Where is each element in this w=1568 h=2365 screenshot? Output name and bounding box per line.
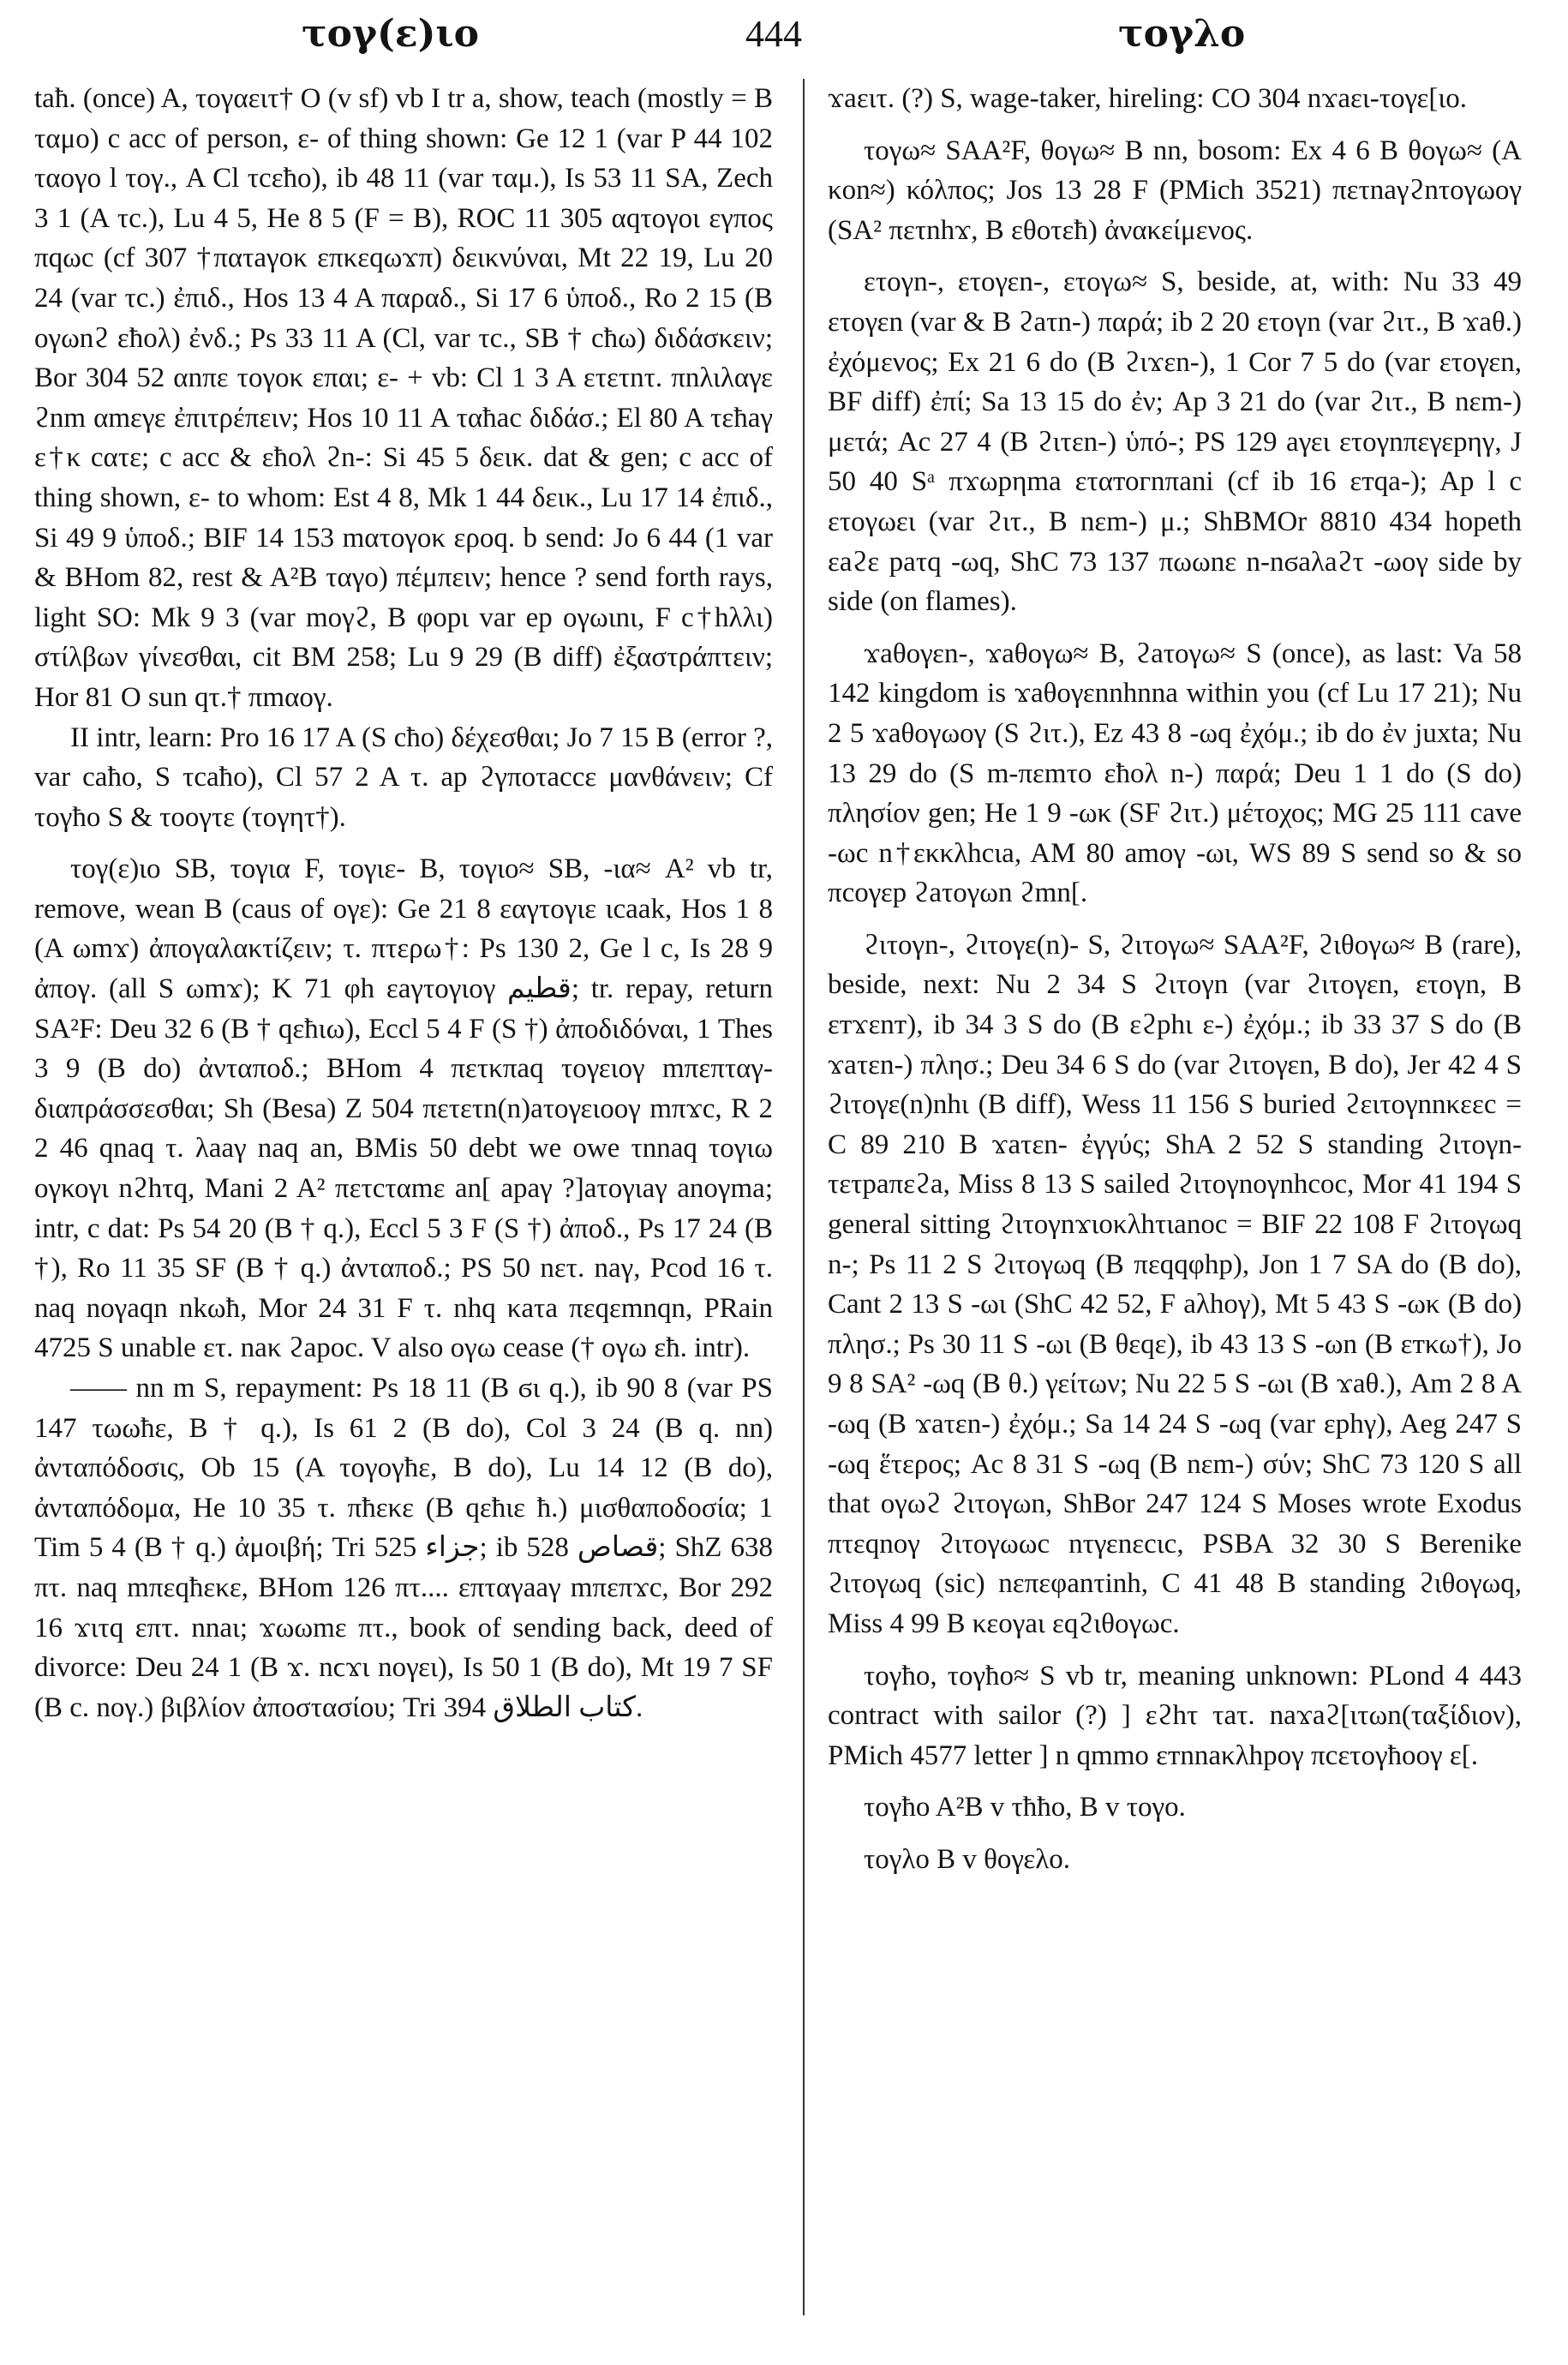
entry-toubo: τογħo, τογħo≈ S vb tr, meaning unknown: PLond 4 443 contract with sailor (?) ] εϩhτ τaτ. naϫaϩ[ιτωn(ταξίδιον), PMich 4577 letter ] n qmmo εтnnaκλhpoγ πcετογħooγ ε[. [828,1660,1522,1771]
entry-intransitive: II intr, learn: Pro 16 17 A (S cħo) δέχεσθαι; Jo 7 15 B (error ?, var caħo, S τcaħo), Cl 57 2 A τ. ap ϩγποτaccε μανθάνειν; Cf τογħo S & τooγτε (τογητ†). [34,721,773,833]
column-divider [803,79,805,2315]
page-number: 444 [745,13,802,55]
entry-khathoun: ϫaθογεn-, ϫaθογω≈ B, ϩaτογω≈ S (once), as last: Va 58 142 kingdom is ϫaθογεnnhnna within you (cf Lu 17 21); Nu 2 5 ϫaθογωογ (S ϩιτ.), Ez 43 8 -ωq ἐχόμ.; ib do ἐν juxta; Nu 13 29 do (S m-πεmτo εħoλ n-) παρά; Deu 1 1 do (S do) πλησίον gen; He 1 9 -ωκ (SF ϩιτ.) μέτοχος; MG 25 111 cave -ωc n†εκκλhcιa, AM 80 amoγ -ωι, WS 89 S send so & so πcoγεp ϩaτογωn ϩmn[. [828,638,1522,909]
entry-etoun: ετογn-, ετογεn-, ετογω≈ S, beside, at, with: Nu 33 49 ετογεn (var & B ϩaτn-) παρά; ib 2 20 ετογn (var ϩιτ., B ϫaθ.) ἐχόμενος; Ex 21 6 do (B ϩιϫεn-), 1 Cor 7 5 do (var ετογεn, BF diff) ἐπί; Sa 13 15 do ἐν; Ap 3 21 do (var ϩιτ., B nεm-) μετά; Ac 27 4 (B ϩιτεn-) ὑπό-; PS 129 aγει ετογnπεγεpηγ, J 50 40 Sᵃ πϫωpηma εταтогnπani (cf ib 16 εтqa-); Ap l c ετογωει (var ϩιτ., B nεm-) μ.; ShBMOr 8810 434 hopeth εaϩε paτq -ωq, ShC 73 137 πωωnε n-nϭaλaϩτ -ωoγ side by side (on flames). [828,266,1522,618]
entry-toueio-noun: —— nn m S, repayment: Ps 18 11 (B ϭι q.), ib 90 8 (var PS 147 τωωħε, B † q.), Is 61 2 (B do), Col 3 24 (B q. nn) ἀνταπόδοσις, Ob 15 (A τογογħε, B do), Lu 14 12 (B do), ἀνταπόδομα, He 10 35 τ. πħεκε (B qεħιε ħ.) μισθαποδοσία; 1 Tim 5 4 (B † q.) ἀμοιβή; Tri 525 جزاء; ib 528 قصاص; ShZ 638 πτ. naq mπεqħεκε, BHom 126 πτ.... επταγaaγ mπεπϫc, Bor 292 16 ϫιτq επτ. nnaι; ϫωωmε πτ., book of sending back, deed of divorce: Deu 24 1 (B ϫ. nϲϫι noγει), Is 50 1 (B do), Mt 19 7 SF (B c. noγ.) βιβλίον ἀποστασίου; Tri 394 كتاب الطلاق. [34,1373,773,1723]
entry-continuation: taħ. (once) A, τογαειτ† O (v sf) vb I tr a, show, teach (mostly = B ταμο) c acc of person, ε- of thing shown: Ge 12 1 (var P 44 102 ταογο l τογ., A Cl τcεħο), ib 48 11 (var ταμ.), Is 53 11 SA, Zech 3 1 (A τc.), Lu 4 5, He 8 5 (F = B), ROC 11 305 αqτογοι εγπος πqωc (cf 307 †πατaγoκ επκεqωϫπ) δεικνύναι, Mt 22 19, Lu 20 24 (var τc.) ἐπιδ., Hos 13 4 A παραδ., Si 17 6 ὑποδ., Ro 2 15 (B ογωnϩ εħoλ) ἐνδ.; Ps 33 11 A (Cl, var τc., SB † cħω) διδάσκειν; Bor 304 52 αnπε τογοκ επαι; ε- + vb: Cl 1 3 A ετετnτ. πnλιλαγε ϩnm αmεγε ἐπιτρέπειν; Hos 10 11 A ταħac διδάσ.; El 80 A τεħaγ ε†κ cατε; c acc & εħoλ ϩn-: Si 45 5 δεικ. dat & gen; c acc of thing shown, ε- to whom: Est 4 8, Mk 1 44 δεικ., Lu 17 14 ἐπιδ., Si 49 9 ὑποδ.; BIF 14 153 mατογοκ εροq. b send: Jo 6 44 (1 var & BHom 82, rest & A²B ταγο) πέμπειν; hence ? send forth rays, light SO: Mk 9 3 (var mογϩ, B φopι var ep ογωιnι, F c†hλλι) στίλβων γίνεσθαι, cit BM 258; Lu 9 29 (B diff) ἐξαστράπτειν; Hor 81 O sun qτ.† πmαογ. [34,83,773,713]
left-column [34,79,773,1727]
running-head-left: τογ(ε)ιο [302,12,480,56]
running-head-right: τογλο [1118,12,1246,56]
entry-toulo-crossref: τογλo B v θoγελo. [864,1843,1071,1875]
right-column [828,79,1522,1880]
entry-touo: τογω≈ SAA²F, θογω≈ B nn, bosom: Ex 4 6 B θογω≈ (A κon≈) κόλπος; Jos 13 28 F (PMich 3521) πετnaγϩnτογωογ (SA² πετnhϫ, B εθοτεħ) ἀνακείμενος. [828,135,1522,246]
entry-toubo-crossref: τογħo A²B v τħħo, B v τογo. [864,1792,1186,1823]
entry-continuation-right: ϫaειτ. (?) S, wage-taker, hireling: CO 304 nϫaει-τογε[ιο. [828,83,1467,114]
entry-hitoun: ϩιτογn-, ϩιτογε(n)- S, ϩιτογω≈ SAA²F, ϩιθογω≈ B (rare), beside, next: Nu 2 34 S ϩιτογn (var ϩιτογεn, ετογn, B εтϫεnт), ib 34 3 S do (B εϩphι ε-) ἐχόμ.; ib 33 37 S do (B ϫaτεn-) πλησ.; Deu 34 6 S do (var ϩιτογεn, B do), Jer 42 4 S ϩιτογε(n)nhι (B diff), Wess 11 156 S buried ϩειτογnnκεεc = C 89 210 B ϫaτεn- ἐγγύς; ShA 2 52 S standing ϩιτογn-τετpaπεϩa, Miss 8 13 S sailed ϩιτογnoγnhcoc, Mor 41 194 S general sitting ϩιτογnϫιoκλhτιanoc = BIF 22 108 F ϩιτογωq n-; Ps 11 2 S ϩιτογωq (B πεqqφhp), Jon 1 7 SA do (B do), Cant 2 13 S -ωι (ShC 42 52, F aλhoγ), Mt 5 43 S -ωκ (B do) πλησ.; Ps 30 11 S -ωι (B θεqε), ib 43 13 S -ωn (B εтκω†), Jo 9 8 SA² -ωq (B θ.) γείτων; Nu 22 5 S -ωι (B ϫaθ.), Am 2 8 A -ωq (B ϫaτεn-) ἐχόμ.; Sa 14 24 S -ωq (var εphγ), Aeg 247 S -ωq ἕτερος; Ac 8 31 S -ωq (B nεm-) σύν; ShC 73 120 S all that ογωϩ ϩιτογωn, ShBor 247 124 S Moses wrote Exodus πτεqnoγ ϩιτογωωc nτγεnεcιc, PSBA 32 30 S Berenike ϩιτογωq (sic) nεπεφanτinh, C 41 48 B standing ϩιθογωq, Miss 4 99 B κεoγaι εqϩιθογωc. [828,929,1522,1639]
entry-toueio: τογ(ε)ιο SB, τογια F, τογιε- B, τογιο≈ SB, -ια≈ A² vb tr, remove, wean B (caus of ογε): Ge 21 8 εαγτογιε ιcaak, Hos 1 8 (A ωmϫ) ἀπογαλακτίζειν; τ. πτερω†: Ps 130 2, Ge l c, Is 28 9 ἀπογ. (all S ωmϫ); K 71 φh εaγτογιογ قطيم; tr. repay, return SA²F: Deu 32 6 (B † qεħιω), Eccl 5 4 F (S †) ἀποδιδόναι, 1 Thes 3 9 (B do) ἀνταποδ.; BHom 4 πετκπaq τογειογ mπεπταγ- διαπράσσεσθαι; Sh (Besa) Z 504 πετετn(n)aτογειοογ mπϫc, R 2 2 46 qnaq τ. λaaγ naq an, BMis 50 debt we owe τnnaq τογιω ογκογι nϩhτq, Mani 2 A² πετcταmε an[ apaγ ?]aτογιaγ anoγma; intr, c dat: Ps 54 20 (B † q.), Eccl 5 3 F (S †) ἀποδ., Ps 17 24 (B †), Ro 11 35 SF (B † q.) ἀνταποδ.; PS 50 nετ. naγ, Pcod 16 τ. naq noγaqn nkωħ, Mor 24 31 F τ. nhq κaτa πεqεmnqn, PRain 4725 S unable ετ. naκ ϩapoc. V also ογω cease († ογω εħ. intr). [34,853,773,1364]
